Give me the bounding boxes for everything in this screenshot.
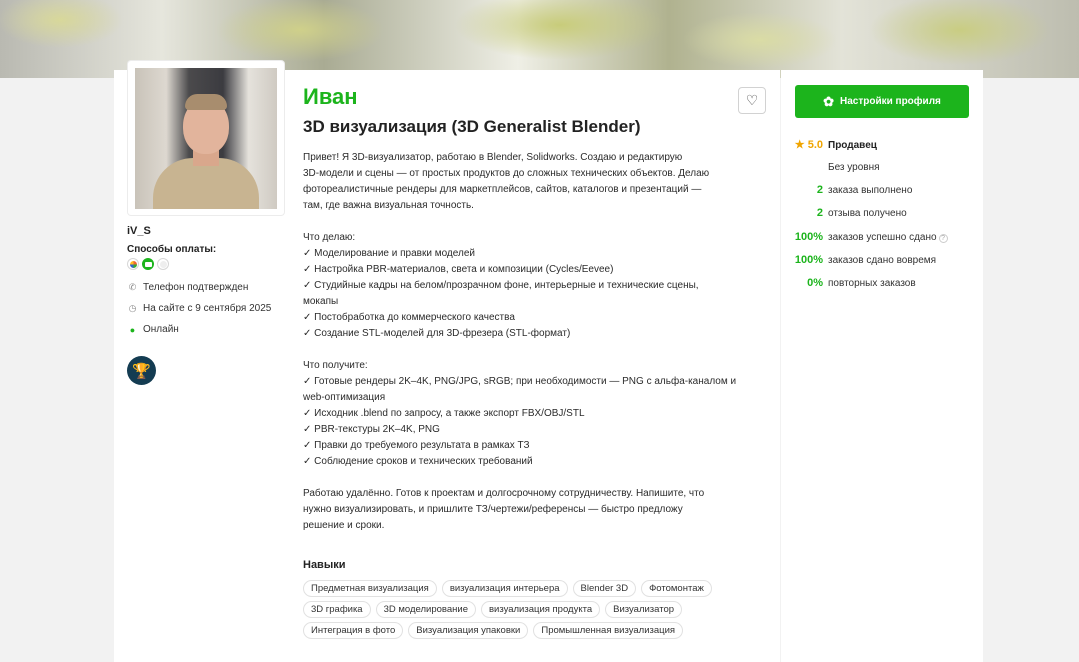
desc-line: Привет! Я 3D-визуализатор, работаю в Blender, Solidworks. Создаю и редактирую	[303, 152, 683, 163]
stat-value: 100%	[794, 254, 823, 266]
desc-section-title: Что получите:	[303, 360, 368, 371]
desc-line: ✓ Соблюдение сроков и технических требований	[303, 456, 533, 467]
level-row	[790, 162, 880, 173]
skill-tag[interactable]: Blender 3D	[573, 580, 637, 597]
stat-value: 0%	[807, 277, 823, 289]
favorite-button[interactable]	[738, 87, 766, 114]
desc-line: мокапы	[303, 296, 339, 307]
stat-value: 2	[816, 184, 823, 196]
profile-settings-label: Настройки профиля	[840, 96, 941, 107]
online-dot-icon: ●	[129, 324, 136, 335]
desc-line: нужно визуализировать, и пришлите ТЗ/чертежи/референсы — быстро предложу	[303, 504, 683, 515]
desc-line: там, где важна визуальная точность.	[303, 200, 474, 211]
stat-value: 2	[816, 207, 823, 219]
skills-heading: Навыки	[303, 559, 346, 571]
skill-tag[interactable]: Визуализация упаковки	[408, 622, 528, 639]
profile-settings-button[interactable]	[795, 85, 969, 118]
star-icon: ★	[794, 139, 805, 151]
stat-label: отзыва получено	[828, 208, 907, 219]
desc-line: ✓ Настройка PBR-материалов, света и композиции (Cycles/Eevee)	[303, 264, 614, 275]
phone-verified-text: Телефон подтвержден	[143, 282, 249, 293]
desc-line: ✓ Студийные кадры на белом/прозрачном фоне, интерьерные и технические сцены,	[303, 280, 699, 291]
stat-label: заказов сдано вовремя	[828, 255, 937, 266]
level-label: Без уровня	[828, 162, 880, 173]
phone-verified	[127, 282, 248, 293]
skill-tag[interactable]: Визуализатор	[605, 601, 682, 618]
stat-row	[790, 231, 948, 243]
payment-sbp-icon	[127, 258, 139, 270]
desc-line: фотореалистичные рендеры для маркетплейсов, сайтов, каталогов и презентаций —	[303, 184, 702, 195]
skill-tag[interactable]: визуализация продукта	[481, 601, 600, 618]
profile-title: 3D визуализация (3D Generalist Blender)	[303, 117, 641, 136]
profile-stats-card	[781, 70, 983, 662]
stat-row	[790, 184, 912, 196]
stat-label: заказов успешно сдано	[828, 232, 937, 243]
skill-tag[interactable]: Промышленная визуализация	[533, 622, 683, 639]
trophy-icon[interactable]: 🏆	[127, 356, 156, 385]
stat-row	[790, 207, 907, 219]
payment-card-icon	[142, 258, 154, 270]
username: iV_S	[127, 225, 151, 237]
rating-row	[790, 138, 877, 151]
member-since	[127, 303, 271, 314]
desc-line: ✓ PBR-текстуры 2K–4K, PNG	[303, 424, 440, 435]
desc-line: ✓ Создание STL-моделей для 3D-фрезера (STL-формат)	[303, 328, 571, 339]
desc-line: 3D-модели и сцены — от простых продуктов до сложных технических объектов. Делаю	[303, 168, 710, 179]
clock-icon: ◷	[128, 303, 137, 313]
payment-methods-label: Способы оплаты:	[127, 244, 217, 255]
role-label: Продавец	[828, 140, 877, 151]
desc-section-title: Что делаю:	[303, 232, 356, 243]
skill-tag[interactable]: Интеграция в фото	[303, 622, 403, 639]
stat-value: 100%	[794, 231, 823, 243]
phone-icon: ✆	[128, 282, 137, 292]
desc-line: Работаю удалённо. Готов к проектам и долгосрочному сотрудничеству. Напишите, что	[303, 488, 705, 499]
desc-line: решение и сроки.	[303, 520, 385, 531]
skill-tag[interactable]: 3D моделирование	[376, 601, 476, 618]
skill-tag[interactable]: Предметная визуализация	[303, 580, 437, 597]
member-since-text: На сайте с 9 сентября 2025	[143, 303, 272, 314]
stat-row	[790, 254, 936, 266]
skill-tag[interactable]: 3D графика	[303, 601, 371, 618]
rating-value: ★ 5.0	[794, 139, 823, 151]
skill-tag[interactable]: Фотомонтаж	[641, 580, 712, 597]
payment-other-icon	[157, 258, 169, 270]
desc-line: web-оптимизация	[303, 392, 386, 403]
avatar	[128, 61, 284, 215]
skills-list	[303, 580, 768, 639]
heart-icon: ♡	[745, 92, 759, 108]
stat-label: повторных заказов	[828, 278, 916, 289]
seller-name: Иван	[303, 84, 358, 109]
payment-methods	[127, 258, 169, 270]
desc-line: ✓ Моделирование и правки моделей	[303, 248, 475, 259]
desc-line: ✓ Исходник .blend по запросу, а также экспорт FBX/OBJ/STL	[303, 408, 585, 419]
help-icon[interactable]: ?	[939, 234, 948, 243]
desc-line: ✓ Готовые рендеры 2K–4K, PNG/JPG, sRGB; при необходимости — PNG с альфа-каналом и	[303, 376, 737, 387]
online-status	[127, 324, 179, 335]
profile-description	[303, 150, 768, 534]
stat-row	[790, 277, 916, 289]
stat-label: заказа выполнено	[828, 185, 913, 196]
desc-line: ✓ Постобработка до коммерческого качества	[303, 312, 515, 323]
avatar-photo	[135, 68, 277, 209]
online-status-text: Онлайн	[143, 324, 179, 335]
desc-line: ✓ Правки до требуемого результата в рамках ТЗ	[303, 440, 530, 451]
skill-tag[interactable]: визуализация интерьера	[442, 580, 568, 597]
gear-icon: ✿	[823, 93, 834, 109]
